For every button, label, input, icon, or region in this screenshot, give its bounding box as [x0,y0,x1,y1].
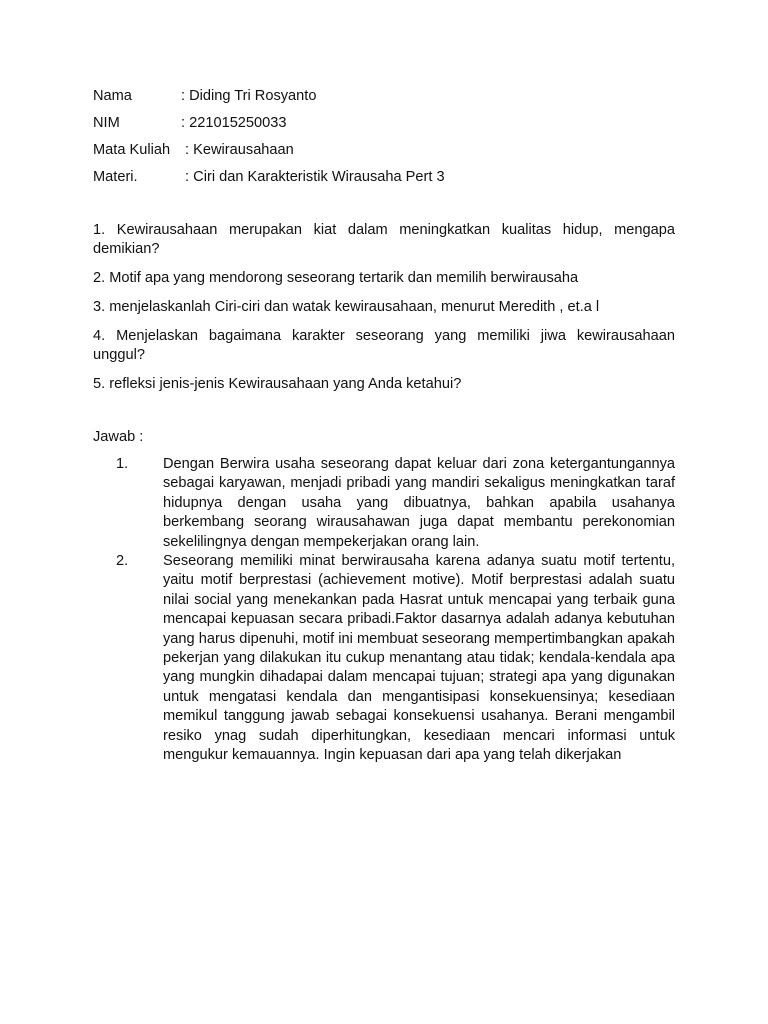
answer-item [93,455,675,552]
question-2: 2. Motif apa yang mendorong seseorang tertarik dan memilih berwirausaha [93,270,579,286]
info-value-nim: 221015250033 [189,115,287,131]
question-5: 5. refleksi jenis-jenis Kewirausahaan yang Anda ketahui? [93,376,462,392]
info-label-nama: Nama [93,88,132,104]
answer-text: Dengan Berwira usaha seseorang dapat keluar dari zona ketergantungannya sebagai karyawan, menjadi pribadi yang mandiri sekaligus meningkatkan taraf hidupnya dengan usaha yang dibuatnya, bahkan apabila usahanya berkembang seorang wirausahawan juga dapat membantu perekonomian sekelilingnya dengan mempekerjakan orang lain. [163,456,675,550]
question-list [93,221,675,394]
info-row-nama [93,86,675,113]
question-4: 4. Menjelaskan bagaimana karakter seseorang yang memiliki jiwa kewirausahaan unggul? [93,328,675,363]
answer-heading: Jawab : [93,429,144,445]
answer-item [93,552,675,765]
answer-number: 2. [116,553,129,570]
info-separator: : [181,142,194,158]
answer-number: 1. [116,456,129,472]
info-row-nim [93,113,675,140]
info-value-mata-kuliah: Kewirausahaan [193,142,294,158]
info-label-nim: NIM [93,115,120,131]
info-value-nama: Diding Tri Rosyanto [189,88,317,104]
document-page [93,86,675,766]
info-label-materi: Materi. [93,169,138,185]
info-row-mata-kuliah [93,140,675,167]
info-separator: : [181,88,190,104]
info-separator: : [181,115,190,131]
info-separator: : [181,169,194,185]
answer-list [93,455,675,766]
info-value-materi: Ciri dan Karakteristik Wirausaha Pert 3 [193,169,445,185]
student-info [93,86,675,194]
question-3: 3. menjelaskanlah Ciri-ciri dan watak kewirausahaan, menurut Meredith , et.a l [93,299,600,315]
question-1: 1. Kewirausahaan merupakan kiat dalam meningkatkan kualitas hidup, mengapa demikian? [93,222,675,257]
info-label-mata-kuliah: Mata Kuliah [93,142,171,158]
answer-text: Seseorang memiliki minat berwirausaha karena adanya suatu motif tertentu, yaitu motif berprestasi (achievement motive). Motif berprestasi adalah suatu nilai social yang menekankan pada Hasrat untuk mencapai yang terbaik guna mencapai kepuasan secara pribadi.Faktor dasarnya adalah adanya kebutuhan yang harus dipenuhi, motif ini membuat seseorang mempertimbangkan apakah pekerjan yang dilakukan itu cukup menantang atau tidak; kendala-kendala apa yang mungkin dihadapai dalam mencapai tujuan; strategi apa yang digunakan untuk mengatasi kendala dan mengantisipasi konsekuensinya; kesediaan memikul tanggung jawab sebagai konsekuensi usahanya. Berani mengambil resiko ynag sudah diperhitungkan, kesediaan mencari informasi untuk mengukur kemauannya. Ingin kepuasan dari apa yang telah dikerjakan [163,553,675,764]
info-row-materi [93,167,675,194]
